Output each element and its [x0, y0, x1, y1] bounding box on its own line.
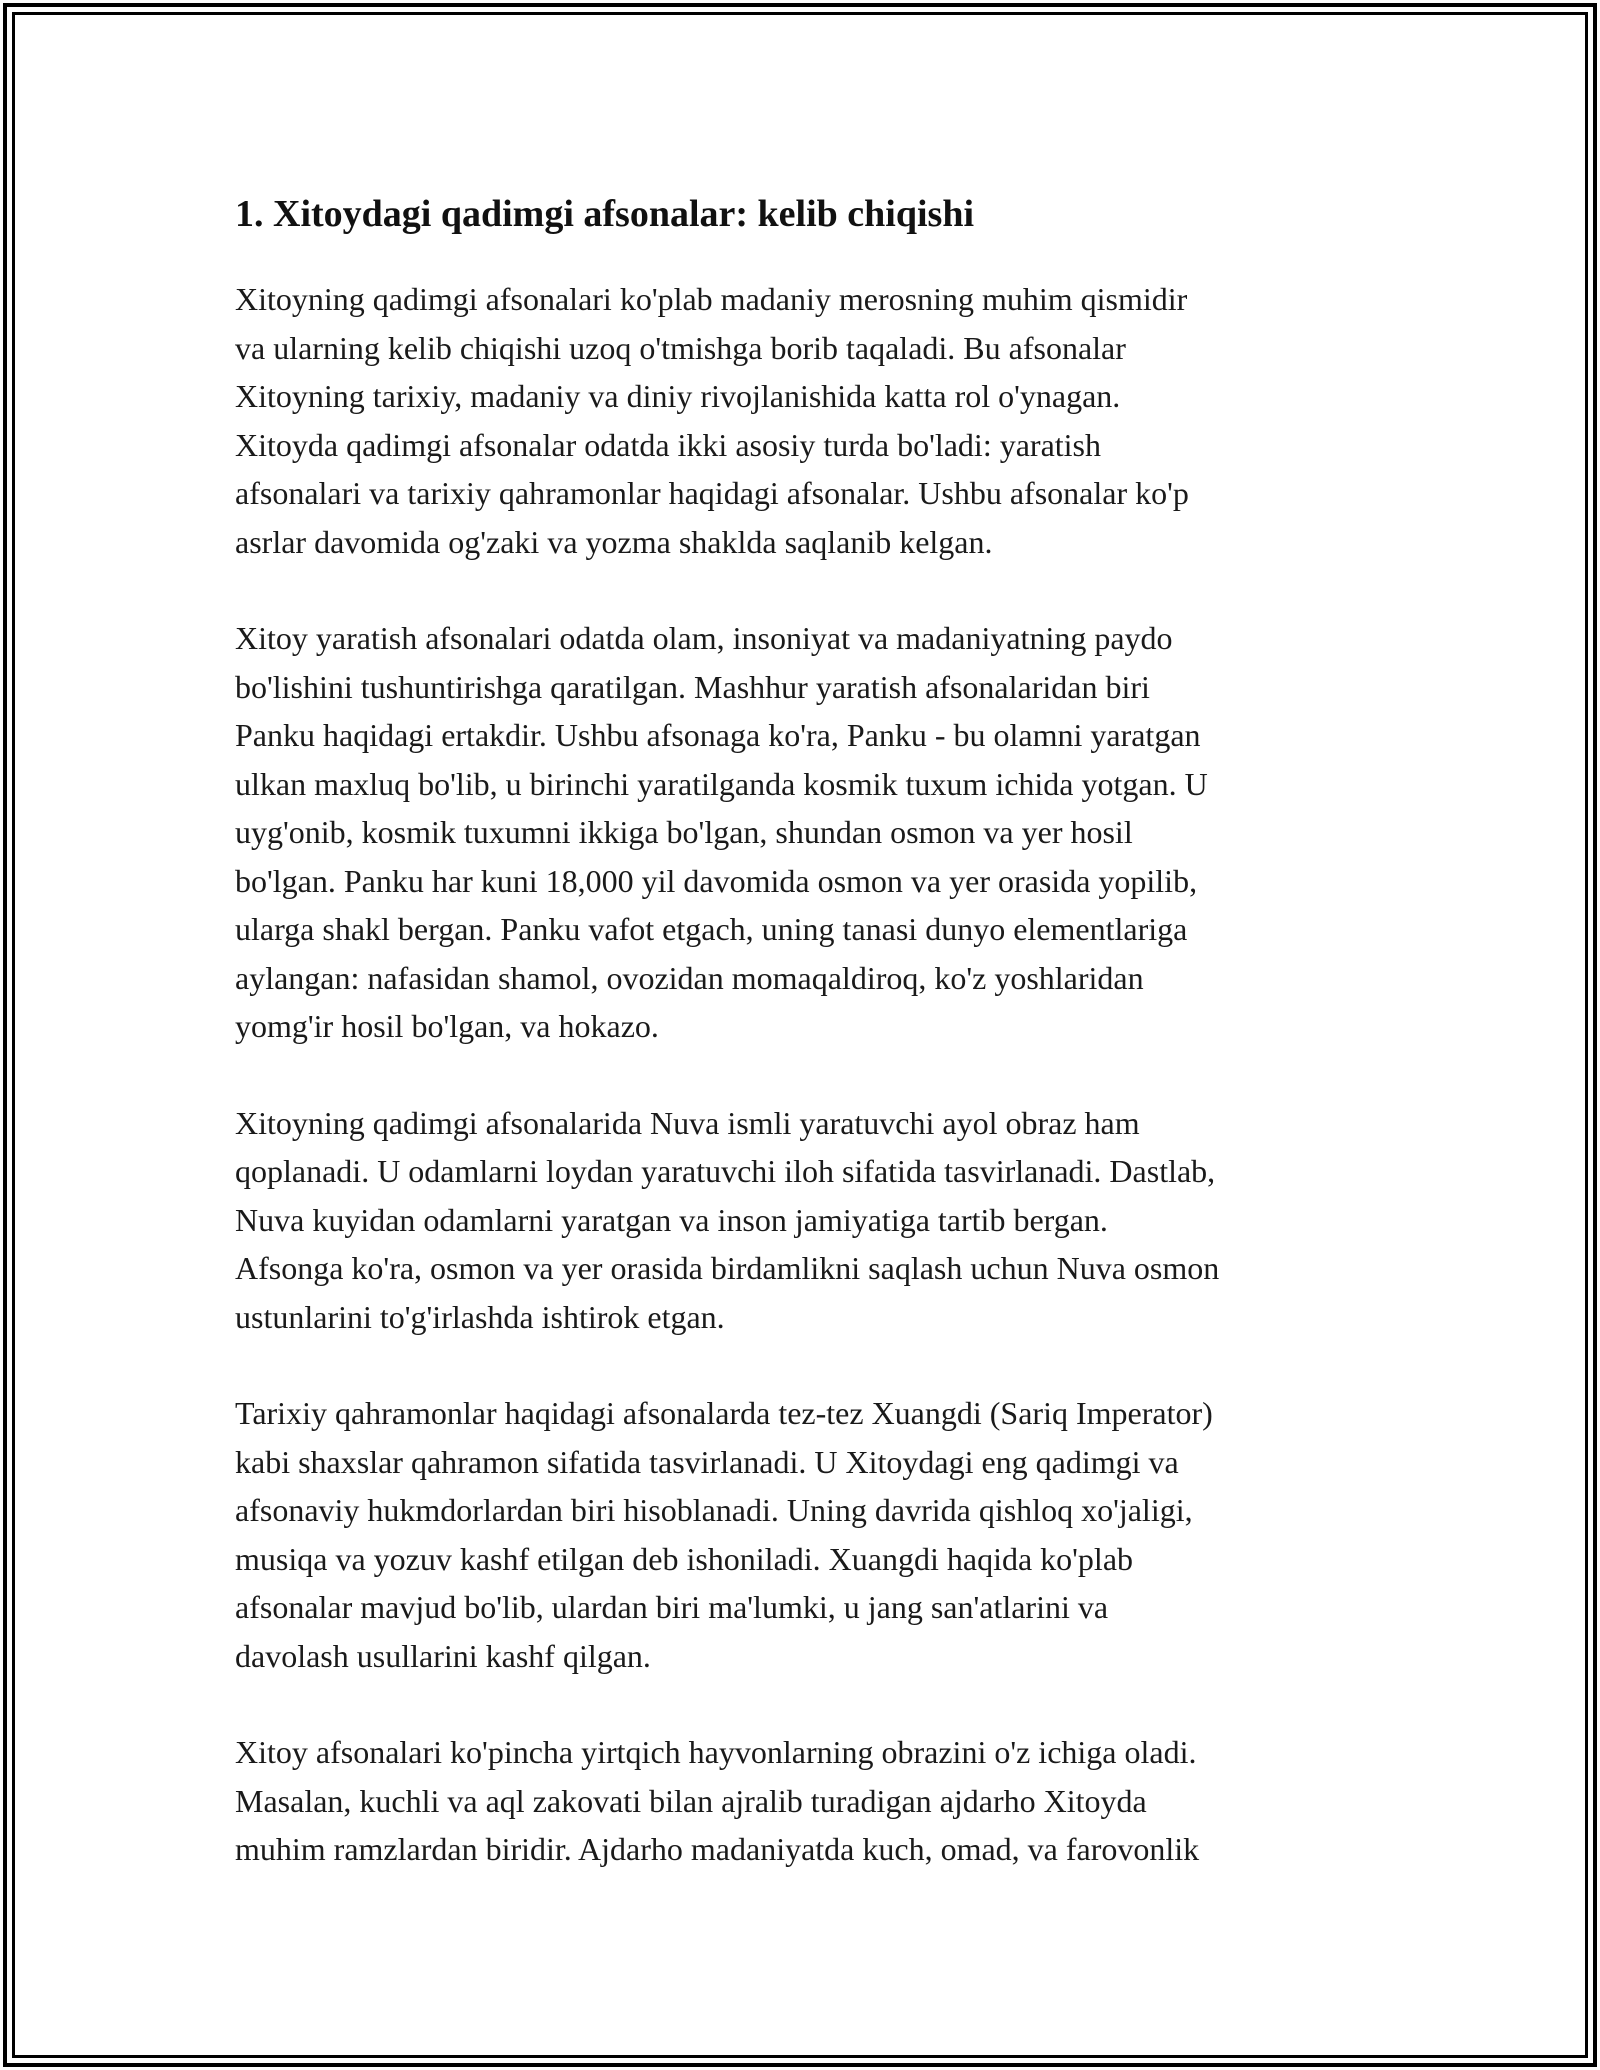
paragraph-panku: Xitoy yaratish afsonalari odatda olam, insoniyat va madaniyatning paydo bo'lishini tushuntirishga qaratilgan. Mashhur yaratish afsonalaridan biri Panku haqidagi ertakdir. Ushbu afsonaga ko'ra, Panku - bu olamni yaratgan ulkan maxluq bo'lib, u birinchi yaratilganda kosmik tuxum ichida yotgan. U uyg'onib, kosmik tuxumni ikkiga bo'lgan, shundan osmon va yer hosil bo'lgan. Panku har kuni 18,000 yil davomida osmon va yer orasida yopilib, ularga shakl bergan. Panku vafot etgach, uning tanasi dunyo elementlariga aylangan: nafasidan shamol, ovozidan momaqaldiroq, ko'z yoshlaridan yomg'ir hosil bo'lgan, va hokazo. — [235, 620, 1208, 1044]
paragraph-xuangdi: Tarixiy qahramonlar haqidagi afsonalarda tez-tez Xuangdi (Sariq Imperator) kabi shaxslar qahramon sifatida tasvirlanadi. U Xitoydagi eng qadimgi va afsonaviy hukmdorlardan biri hisoblanadi. Uning davrida qishloq xo'jaligi, musiqa va yozuv kashf etilgan deb ishoniladi. Xuangdi haqida ko'plab afsonalar mavjud bo'lib, ulardan biri ma'lumki, u jang san'atlarini va davolash usullarini kashf qilgan. — [235, 1395, 1213, 1674]
section-heading: 1. Xitoydagi qadimgi afsonalar: kelib chiqishi — [235, 193, 975, 235]
paragraph-dragon: Xitoy afsonalari ko'pincha yirtqich hayvonlarning obrazini o'z ichiga oladi. Masalan, kuchli va aql zakovati bilan ajralib turadigan ajdarho Xitoyda muhim ramzlardan biridir. Ajdarho madaniyatda kuch, omad, va farovonlik — [235, 1734, 1200, 1867]
document-page — [235, 186, 1385, 1922]
paragraph-intro: Xitoyning qadimgi afsonalari ko'plab madaniy merosning muhim qismidir va ularning kelib chiqishi uzoq o'tmishga borib taqaladi. Bu afsonalar Xitoyning tarixiy, madaniy va diniy rivojlanishida katta rol o'ynagan. Xitoyda qadimgi afsonalar odatda ikki asosiy turda bo'ladi: yaratish afsonalari va tarixiy qahramonlar haqidagi afsonalar. Ushbu afsonalar ko'p asrlar davomida og'zaki va yozma shaklda saqlanib kelgan. — [235, 281, 1189, 560]
paragraph-nuva: Xitoyning qadimgi afsonalarida Nuva ismli yaratuvchi ayol obraz ham qoplanadi. U odamlarni loydan yaratuvchi iloh sifatida tasvirlanadi. Dastlab, Nuva kuyidan odamlarni yaratgan va inson jamiyatiga tartib bergan. Afsonga ko'ra, osmon va yer orasida birdamlikni saqlash uchun Nuva osmon ustunlarini to'g'irlashda ishtirok etgan. — [235, 1104, 1220, 1335]
